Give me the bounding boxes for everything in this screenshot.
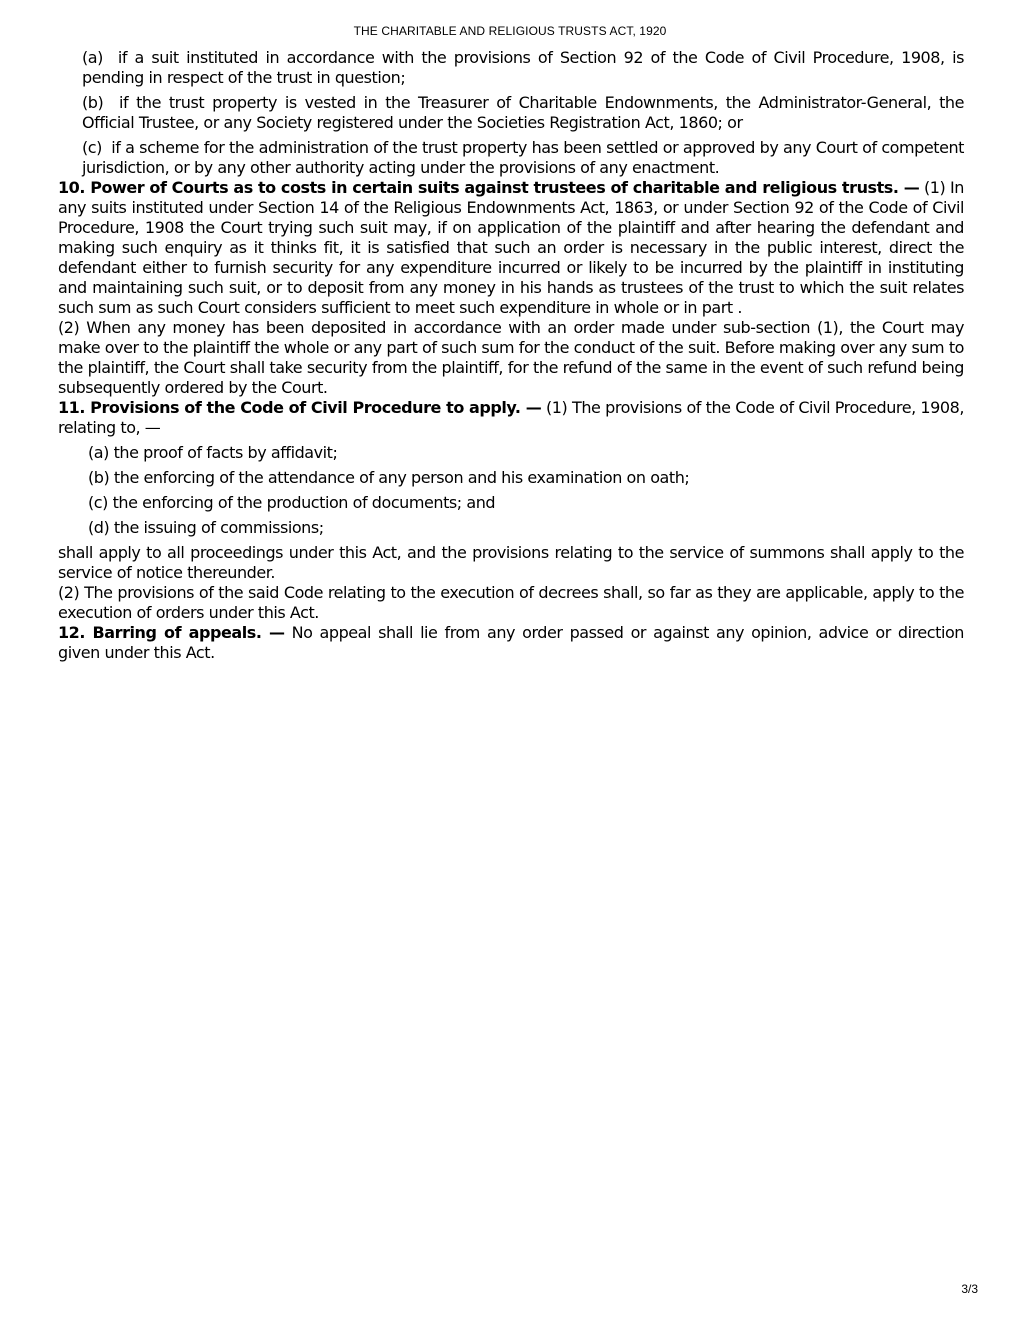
clause-c <box>58 138 964 178</box>
section-12-para <box>58 623 964 663</box>
section-11-list <box>58 443 964 538</box>
page-number: 3/3 <box>961 1282 978 1296</box>
clause-label: (c) <box>82 138 102 157</box>
section-10-para-1 <box>58 178 964 318</box>
section-10-para-2: (2) When any money has been deposited in accordance with an order made under sub-section (1), the Court may make over to the plaintiff the whole or any part of such sum for the conduct of the suit. Before making over any sum to the plaintiff, the Court shall take security from the plaintiff, for the refund of the same in the event of such refund being subsequently ordered by the Court. <box>58 318 964 397</box>
section-11-para-2: (2) The provisions of the said Code relating to the execution of decrees shall, so far as they are applicable, apply to the execution of orders under this Act. <box>58 583 964 622</box>
section-10-text: (1) In any suits instituted under Section 14 of the Religious Endownments Act, 1863, or under Section 92 of the Code of Civil Procedure, 1908 the Court trying such suit may, if on application of the plaintiff and after hearing the defendant and making such enquiry as it thinks fit, it is satisfied that such an order is necessary in the public interest, direct the defendant either to furnish security for any expenditure incurred or likely to be incurred by the plaintiff in instituting and maintaining such suit, or to deposit from any money in his hands as trustees of the trust to which the suit relates such sum as such Court considers sufficient to meet such expenditure in whole or in part . <box>58 178 964 317</box>
clause-text: if the trust property is vested in the Treasurer of Charitable Endownments, the Administrator-General, the Official Trustee, or any Society registered under the Societies Registration Act, 1860; or <box>82 93 964 132</box>
section-11-intro: (1) The provisions of the Code of Civil Procedure, 1908, relating to, — <box>58 398 964 437</box>
document-body <box>58 48 964 663</box>
running-header: THE CHARITABLE AND RELIGIOUS TRUSTS ACT, 1920 <box>353 24 667 38</box>
list-item: (c) the enforcing of the production of documents; and <box>88 493 496 512</box>
clause-text: if a suit instituted in accordance with the provisions of Section 92 of the Code of Civil Procedure, 1908, is pending in respect of the trust in question; <box>82 48 964 87</box>
clause-a <box>58 48 964 88</box>
section-11-tail: shall apply to all proceedings under this Act, and the provisions relating to the service of summons shall apply to the service of notice thereunder. <box>58 543 964 582</box>
section-12-heading: 12. Barring of appeals. — <box>58 623 285 642</box>
clause-label: (b) <box>82 93 104 112</box>
list-item: (d) the issuing of commissions; <box>88 518 324 537</box>
list-item: (a) the proof of facts by affidavit; <box>88 443 338 462</box>
list-item: (b) the enforcing of the attendance of any person and his examination on oath; <box>88 468 690 487</box>
section-11-para-1 <box>58 398 964 438</box>
clause-text: if a scheme for the administration of the trust property has been settled or approved by any Court of competent jurisdiction, or by any other authority acting under the provisions of any enactment. <box>82 138 964 177</box>
clause-label: (a) <box>82 48 103 67</box>
section-11-heading: 11. Provisions of the Code of Civil Procedure to apply. — <box>58 398 542 417</box>
clause-b <box>58 93 964 133</box>
section-12-text: No appeal shall lie from any order passed or against any opinion, advice or direction given under this Act. <box>58 623 964 662</box>
section-10-heading: 10. Power of Courts as to costs in certain suits against trustees of charitable and religious trusts. — <box>58 178 920 197</box>
